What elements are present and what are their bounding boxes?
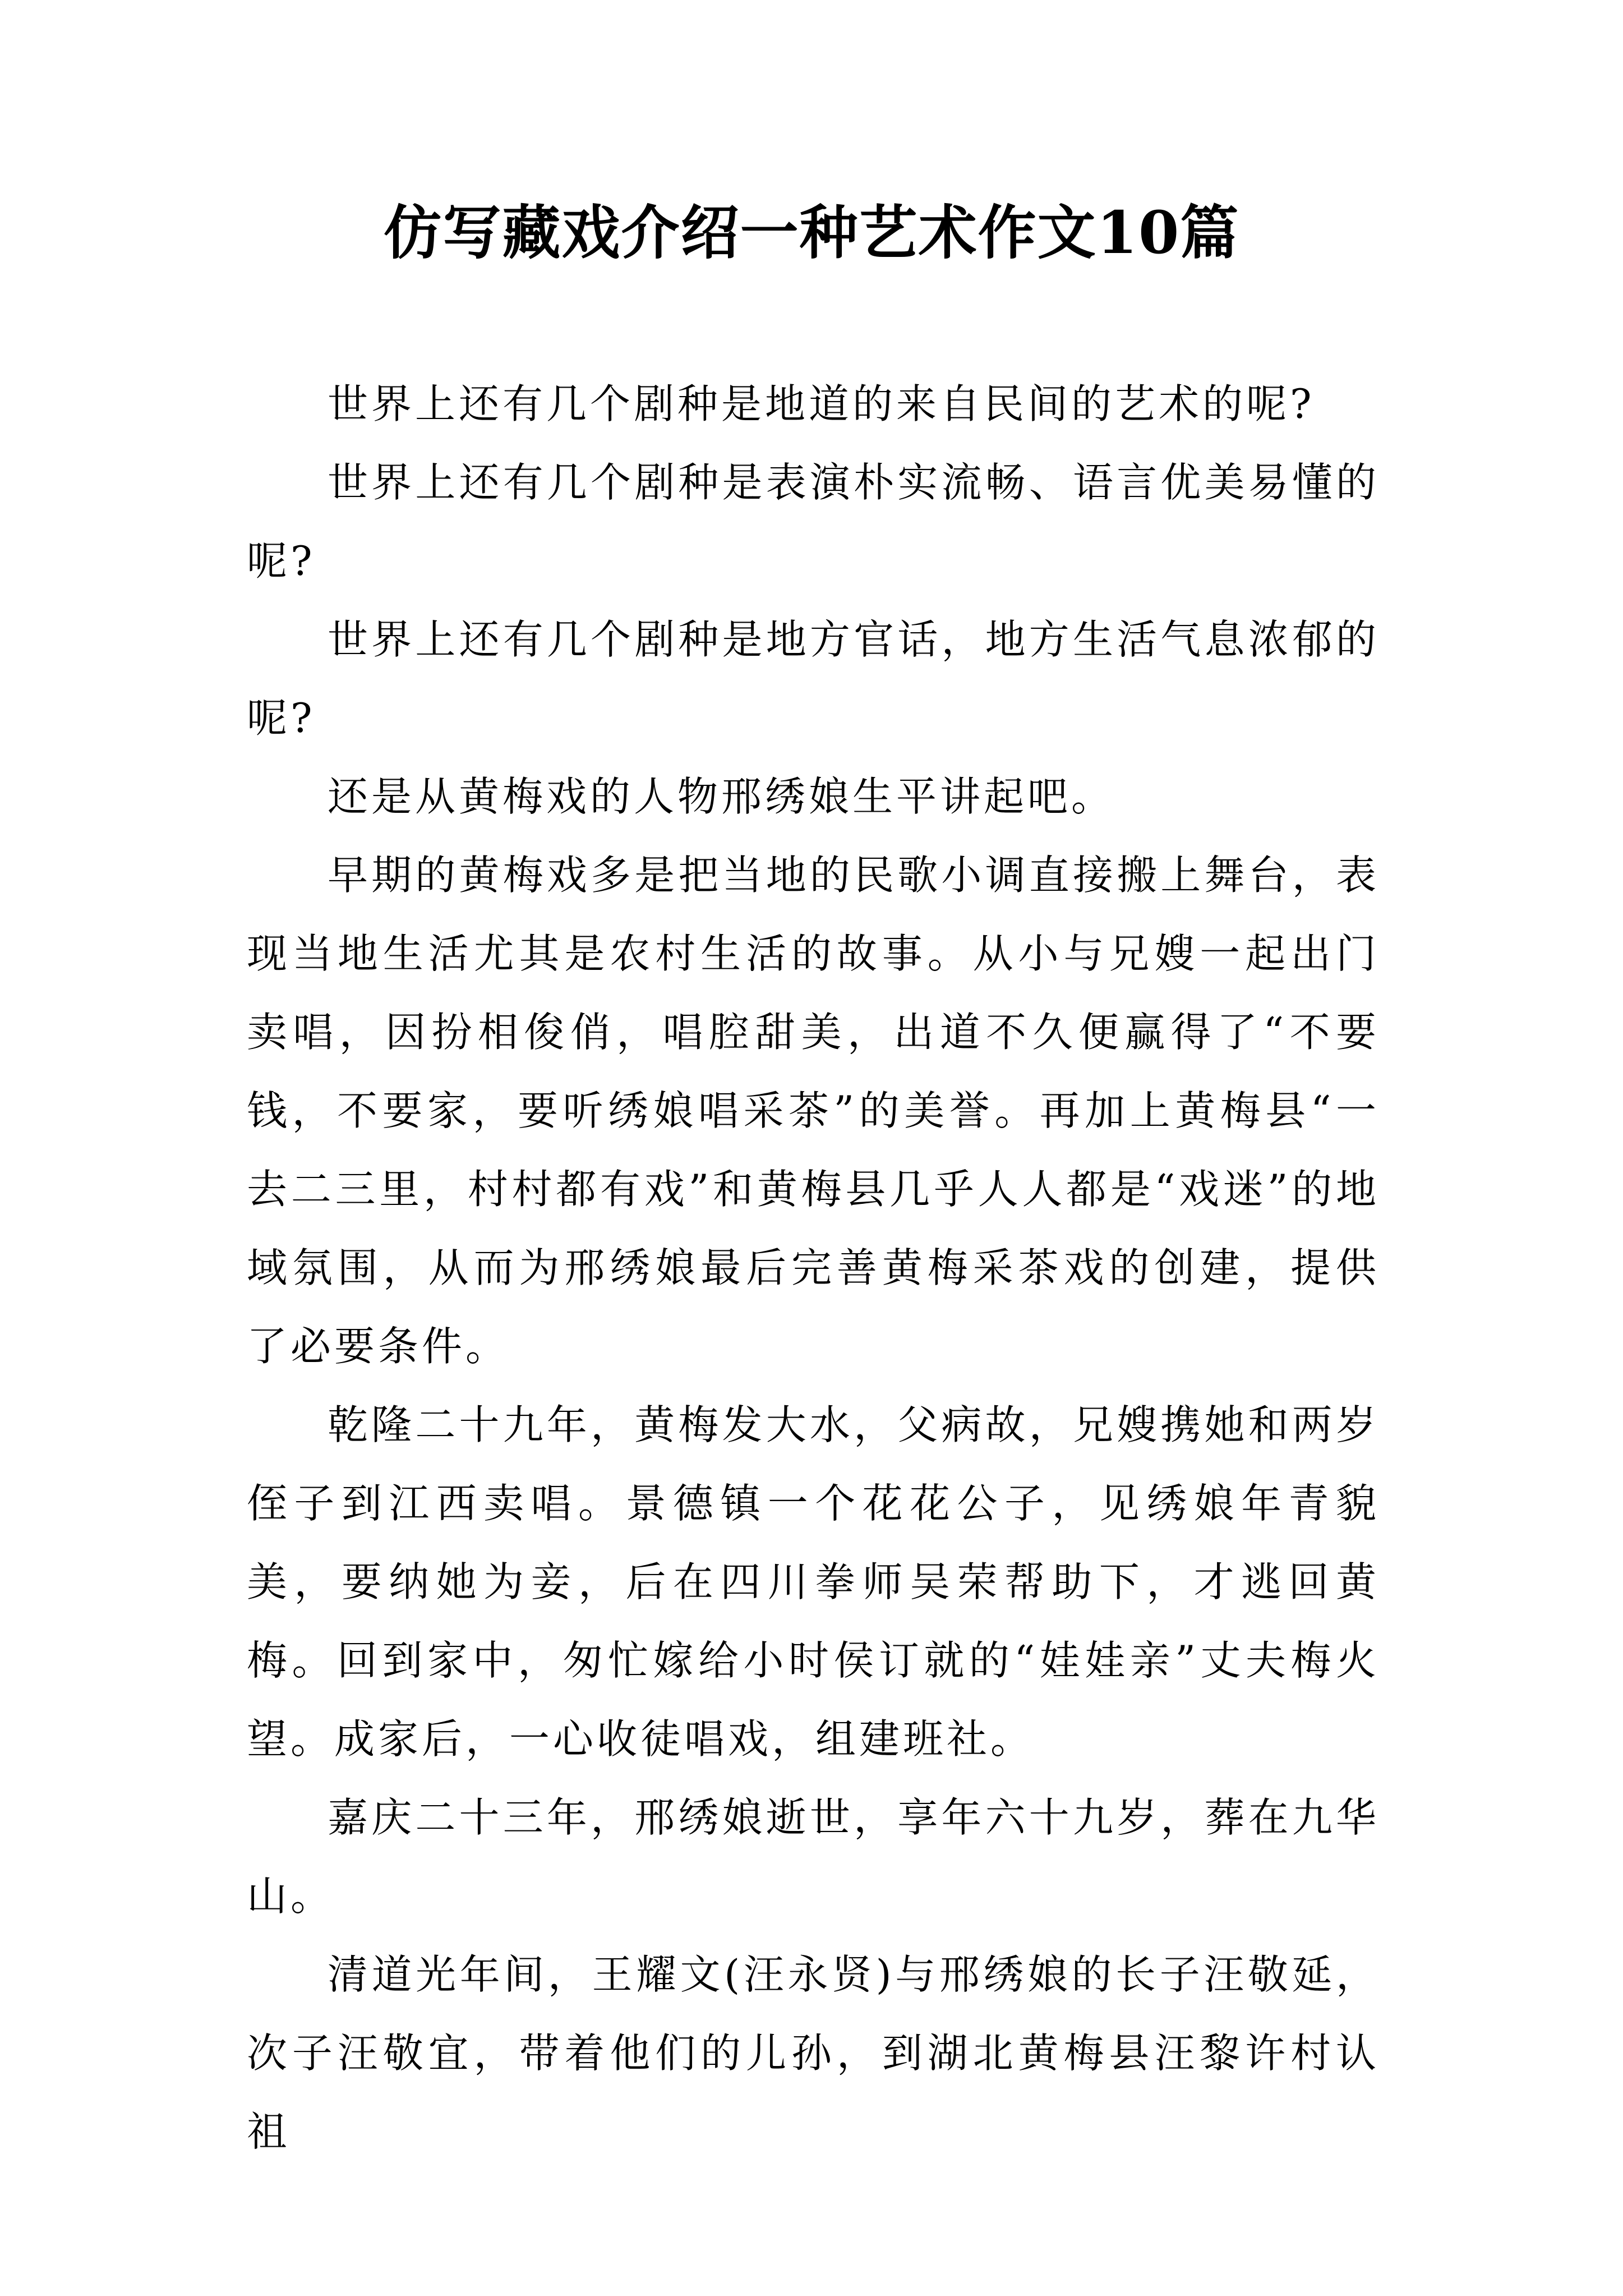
- paragraph: 还是从黄梅戏的人物邢绣娘生平讲起吧。: [328, 773, 1115, 820]
- paragraph: 清道光年间，王耀文(汪永贤)与邢绣娘的长子汪敬延，次子汪敬宜，带着他们的儿孙，到湖北黄梅县汪黎许村认祖: [247, 1951, 1380, 2155]
- paragraph: 世界上还有几个剧种是地方官话，地方生活气息浓郁的呢?: [247, 616, 1380, 742]
- document-body: [247, 365, 1380, 2171]
- paragraph: 嘉庆二十三年，邢绣娘逝世，享年六十九岁，葬在九华山。: [247, 1794, 1380, 1920]
- paragraph: 乾隆二十九年，黄梅发大水，父病故，兄嫂携她和两岁侄子到江西卖唱。景德镇一个花花公子，见绣娘年青貌美，要纳她为妾，后在四川拳师吴荣帮助下，才逃回黄梅。回到家中，匆忙嫁给小时侯订就的“娃娃亲”丈夫梅火望。成家后，一心收徒唱戏，组建班社。: [247, 1401, 1380, 1763]
- paragraph: 早期的黄梅戏多是把当地的民歌小调直接搬上舞台，表现当地生活尤其是农村生活的故事。从小与兄嫂一起出门卖唱，因扮相俊俏，唱腔甜美，出道不久便赢得了“不要钱，不要家，要听绣娘唱采茶”的美誉。再加上黄梅县“一去二三里，村村都有戏”和黄梅县几乎人人都是“戏迷”的地域氛围，从而为邢绣娘最后完善黄梅采茶戏的创建，提供了必要条件。: [247, 852, 1380, 1370]
- paragraph: 世界上还有几个剧种是表演朴实流畅、语言优美易懂的呢?: [247, 459, 1380, 585]
- paragraph: 世界上还有几个剧种是地道的来自民间的艺术的呢?: [328, 380, 1315, 427]
- document-title: 仿写藏戏介绍一种艺术作文10篇: [383, 198, 1240, 267]
